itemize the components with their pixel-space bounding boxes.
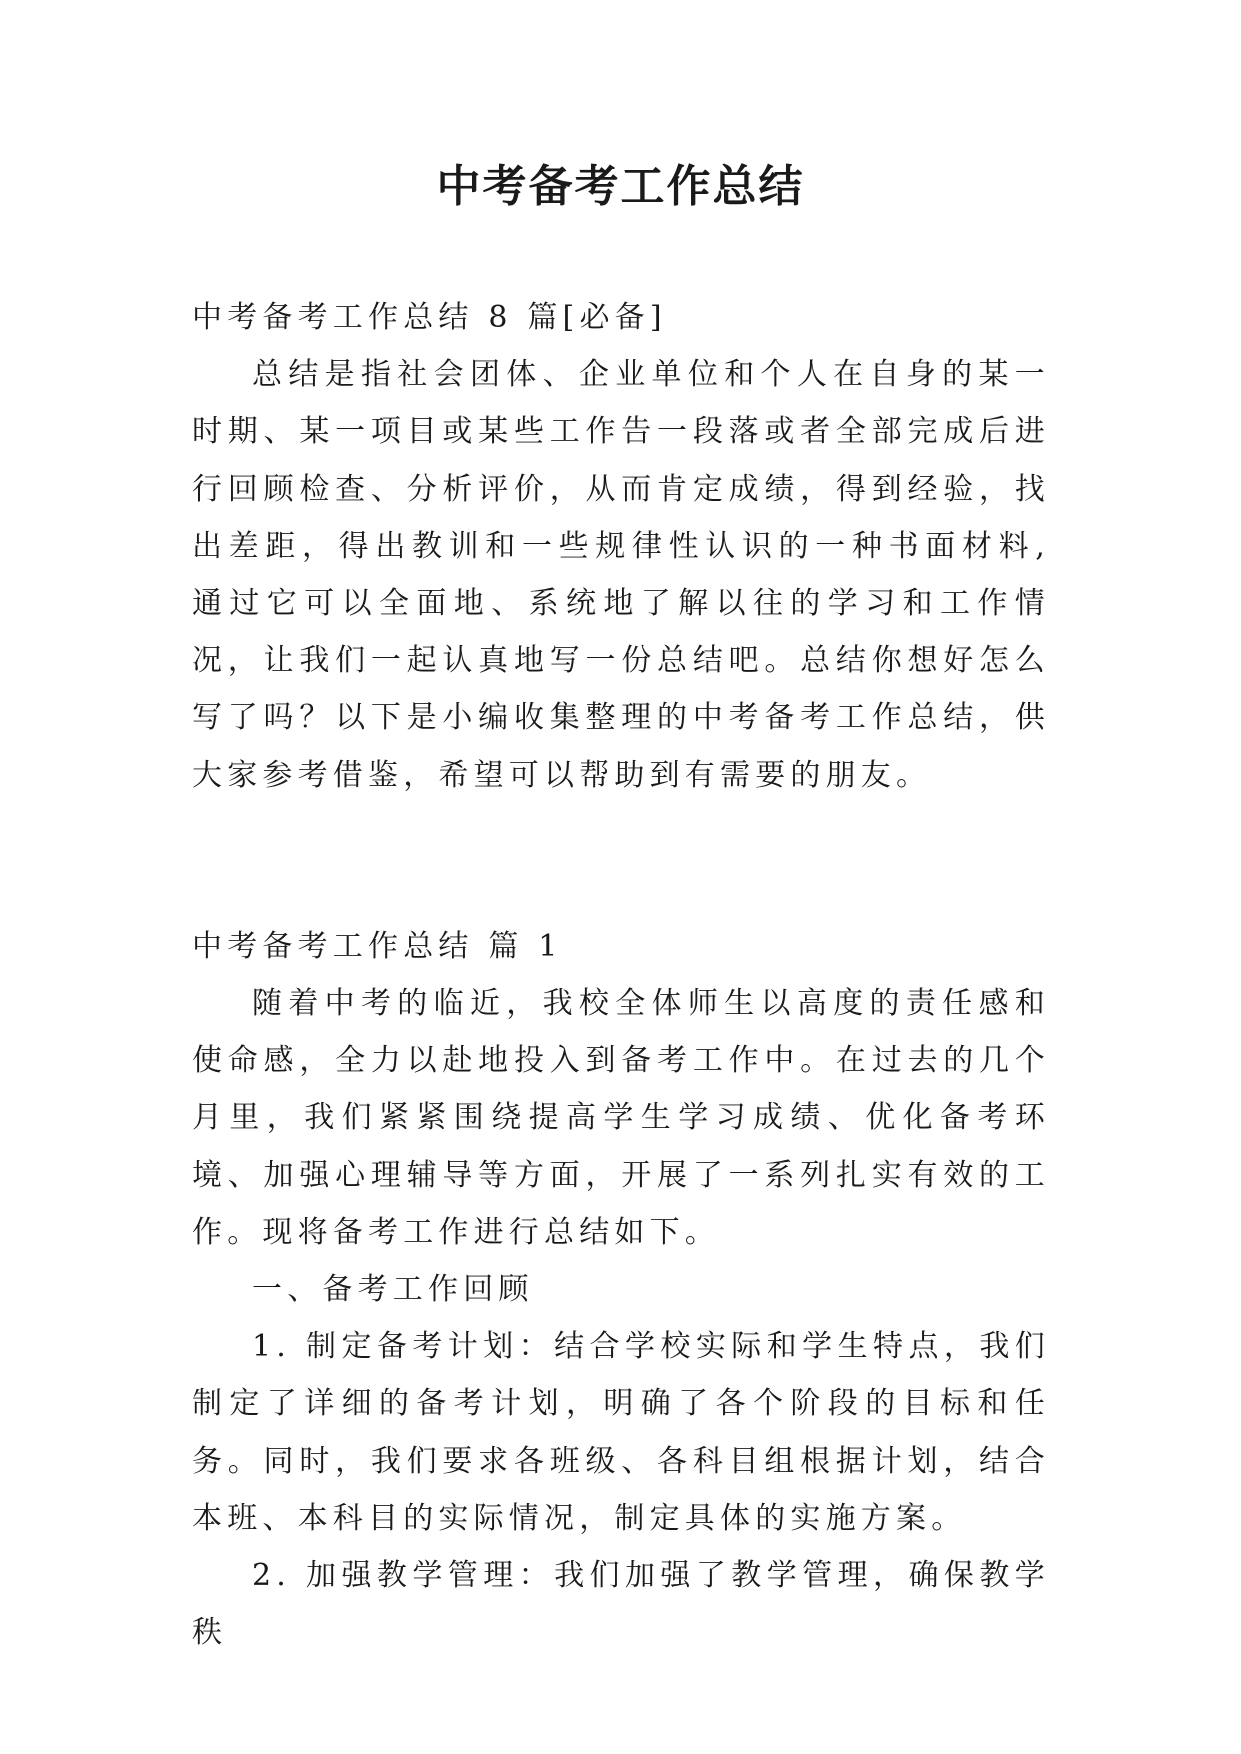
intro-heading: 中考备考工作总结 8 篇[必备] — [192, 300, 667, 335]
document-body — [192, 289, 1050, 1661]
intro-paragraph: 总结是指社会团体、企业单位和个人在自身的某一时期、某一项目或某些工作告一段落或者全部完成后进行回顾检查、分析评价，从而肯定成绩，得到经验，找出差距，得出教训和一些规律性认识的一种书面材料,通过它可以全面地、系统地了解以往的学习和工作情况，让我们一起认真地写一份总结吧。总结你想好怎么写了吗？以下是小编收集整理的中考备考工作总结，供大家参考借鉴，希望可以帮助到有需要的朋友。 — [192, 357, 1050, 793]
document-title: 中考备考工作总结 — [436, 161, 805, 212]
list-item-1: 1. 制定备考计划：结合学校实际和学生特点，我们制定了详细的备考计划，明确了各个阶段的目标和任务。同时，我们要求各班级、各科目组根据计划，结合本班、本科目的实际情况，制定具体的实施方案。 — [192, 1329, 1050, 1536]
review-heading: 一、备考工作回顾 — [252, 1272, 534, 1308]
section-spacer — [192, 804, 1050, 918]
list-item-2: 2. 加强教学管理：我们加强了教学管理，确保教学秩 — [192, 1558, 1050, 1651]
section1-paragraph: 随着中考的临近，我校全体师生以高度的责任感和使命感，全力以赴地投入到备考工作中。在过去的几个月里，我们紧紧围绕提高学生学习成绩、优化备考环境、加强心理辅导等方面，开展了一系列扎实有效的工作。现将备考工作进行总结如下。 — [192, 986, 1050, 1250]
section1-heading: 中考备考工作总结 篇 1 — [192, 928, 563, 964]
